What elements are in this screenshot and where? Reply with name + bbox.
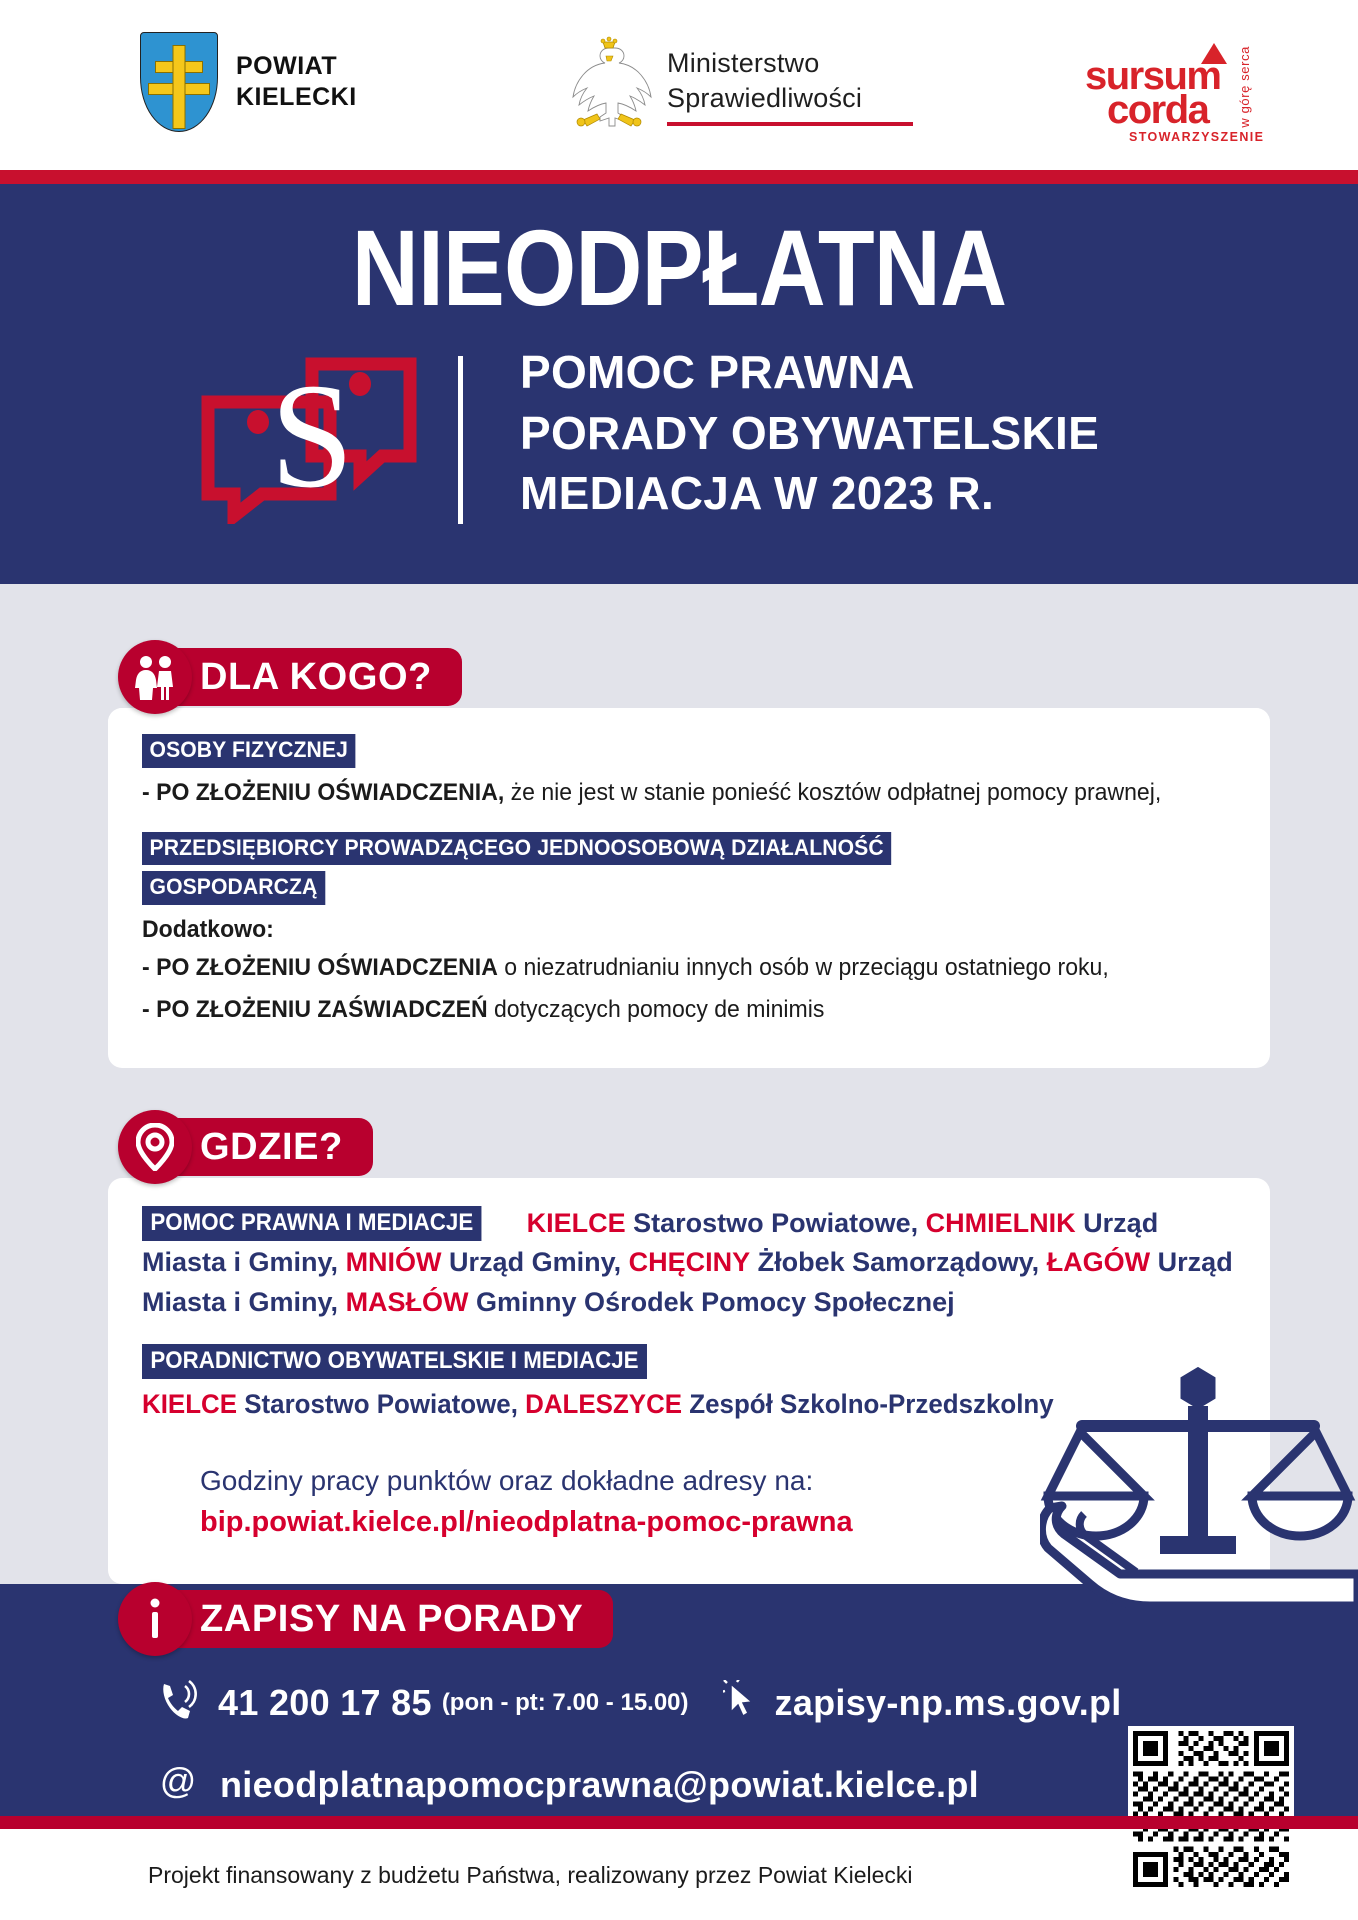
gdzie-tag-poradnictwo: PORADNICTWO OBYWATELSKIE I MEDIACJE <box>142 1344 647 1379</box>
info-icon <box>118 1582 192 1656</box>
phone-number: 41 200 17 85 <box>218 1681 432 1723</box>
people-couple-icon <box>118 640 192 714</box>
section-header-gdzie <box>118 1110 373 1184</box>
ministerstwo-line-2: Sprawiedliwości <box>667 82 863 113</box>
svg-text:@: @ <box>159 1762 197 1801</box>
gdzie-website-url[interactable]: bip.powiat.kielce.pl/nieodplatna-pomoc-prawna <box>200 1506 853 1539</box>
gdzie-block-pomoc-prawna <box>142 1204 1236 1322</box>
ministerstwo-red-rule <box>667 122 913 126</box>
dla-kogo-tag-osoby-fizycznej: OSOBY FIZYCZNEJ <box>142 734 355 768</box>
location-pin-icon <box>118 1110 192 1184</box>
powiat-line-2: KIELECKI <box>236 83 357 111</box>
dla-kogo-paragraph-1 <box>142 776 1192 810</box>
hand-holding-scales-of-justice-icon <box>1040 1358 1358 1648</box>
dla-kogo-tag-przedsiebiorcy-line-2: GOSPODARCZĄ <box>142 871 325 905</box>
logo-ministerstwo-sprawiedliwosci <box>565 36 913 132</box>
section-header-dla-kogo <box>118 640 462 714</box>
logo-strip <box>0 0 1358 180</box>
banner-divider <box>458 356 463 524</box>
ministerstwo-line-1: Ministerstwo <box>667 48 820 78</box>
dla-kogo-paragraph-2 <box>142 951 1192 985</box>
section-header-zapisy <box>118 1582 613 1656</box>
npp-speech-bubble-logo-icon <box>200 344 430 524</box>
banner-sub-line-1: POMOC PRAWNA <box>520 346 915 398</box>
logo-sursum-corda <box>1085 38 1275 148</box>
footer-funding-note: Projekt finansowany z budżetu Państwa, realizowany przez Powiat Kielecki <box>148 1862 913 1888</box>
gdzie-city: MNIÓW <box>338 1247 442 1278</box>
qr-code[interactable] <box>1128 1726 1294 1892</box>
gdzie-venue: Urząd Gminy, <box>441 1247 622 1278</box>
website-zapisy[interactable]: zapisy-np.ms.gov.pl <box>774 1681 1122 1723</box>
gdzie-city: KIELCE <box>142 1389 238 1420</box>
email-address[interactable]: nieodplatnapomocprawna@powiat.kielce.pl <box>220 1763 979 1805</box>
sursum-tagline: w górę serca <box>1237 46 1252 128</box>
gdzie-city: DALESZYCE <box>517 1389 683 1420</box>
header-banner <box>0 184 1358 584</box>
gdzie-label: GDZIE? <box>148 1118 373 1176</box>
banner-sub-line-2: PORADY OBYWATELSKIE <box>520 406 1100 459</box>
gdzie-city: ŁAGÓW <box>1039 1247 1151 1278</box>
gdzie-places-poradnictwo <box>142 1385 1192 1424</box>
polish-eagle-emblem-icon <box>565 36 653 132</box>
bottom-red-rule <box>0 1816 1358 1829</box>
ministerstwo-logo-text <box>667 36 913 126</box>
powiat-line-1: POWIAT <box>236 51 338 80</box>
gdzie-city: CHMIELNIK <box>918 1208 1076 1238</box>
sursum-word-2: corda <box>1107 88 1209 132</box>
dla-kogo-p2-bold: - PO ZŁOŻENIU OŚWIADCZENIA <box>142 953 498 981</box>
mouse-cursor-icon <box>723 1680 757 1725</box>
at-sign-icon <box>158 1762 198 1807</box>
dla-kogo-p1-bold: - PO ZŁOŻENIU OŚWIADCZENIA, <box>142 778 505 806</box>
dla-kogo-p1-rest: że nie jest w stanie ponieść kosztów odpłatnej pomocy prawnej, <box>504 778 1162 806</box>
gdzie-venue: Starostwo Powiatowe, <box>237 1389 518 1420</box>
page-title: NIEODPŁATNA <box>351 207 1007 328</box>
sursum-word-1: sursum <box>1085 54 1221 98</box>
dla-kogo-label: DLA KOGO? <box>148 648 462 706</box>
gdzie-venue: Żłobek Samorządowy, <box>750 1247 1040 1278</box>
gdzie-city: MASŁÓW <box>338 1286 469 1317</box>
dla-kogo-p3-rest: dotyczących pomocy de minimis <box>487 995 825 1023</box>
gdzie-tag-pomoc-prawna: POMOC PRAWNA I MEDIACJE <box>142 1206 482 1241</box>
powiat-logo-text <box>236 51 357 114</box>
contact-phone-row[interactable] <box>158 1678 1122 1727</box>
dla-kogo-dodatkowo-label: Dodatkowo: <box>142 915 274 943</box>
sursum-subtitle: STOWARZYSZENIE <box>1129 130 1265 144</box>
dla-kogo-paragraph-3 <box>142 993 1192 1027</box>
phone-ringing-icon <box>158 1678 198 1727</box>
contact-email-row[interactable] <box>158 1762 979 1807</box>
gdzie-venue: Gminny Ośrodek Pomocy Społecznej <box>468 1286 955 1317</box>
coat-of-arms-shield-icon <box>140 32 218 132</box>
dla-kogo-tag-przedsiebiorcy-line-1: PRZEDSIĘBIORCY PROWADZĄCEGO JEDNOOSOBOWĄ DZIAŁALNOŚĆ <box>142 832 891 866</box>
gdzie-venue: Zespół Szkolno-Przedszkolny <box>682 1389 1054 1420</box>
zapisy-label: ZAPISY NA PORADY <box>148 1590 613 1648</box>
gdzie-venue: Urząd Miasta i Gminy, <box>142 1208 1159 1278</box>
gdzie-city: KIELCE <box>526 1208 626 1238</box>
gdzie-venue: Starostwo Powiatowe, <box>625 1208 919 1238</box>
dla-kogo-p3-bold: - PO ZŁOŻENIU ZAŚWIADCZEŃ <box>142 995 488 1023</box>
gdzie-venue: Urząd Miasta i Gminy, <box>142 1247 1233 1317</box>
banner-subtitle <box>520 342 1099 524</box>
gdzie-city: CHĘCINY <box>621 1247 751 1278</box>
svg-text:S: S <box>270 353 354 519</box>
phone-hours: (pon - pt: 7.00 - 15.00) <box>441 1688 689 1716</box>
banner-sub-line-3: MEDIACJA W 2023 R. <box>520 467 995 520</box>
dla-kogo-p2-rest: o niezatrudnianiu innych osób w przeciągu ostatniego roku, <box>497 953 1109 981</box>
top-red-rule <box>0 170 1358 184</box>
gdzie-hours-note: Godziny pracy punktów oraz dokładne adresy na: <box>200 1464 814 1496</box>
dla-kogo-card <box>108 708 1270 1068</box>
logo-powiat-kielecki <box>140 32 357 132</box>
